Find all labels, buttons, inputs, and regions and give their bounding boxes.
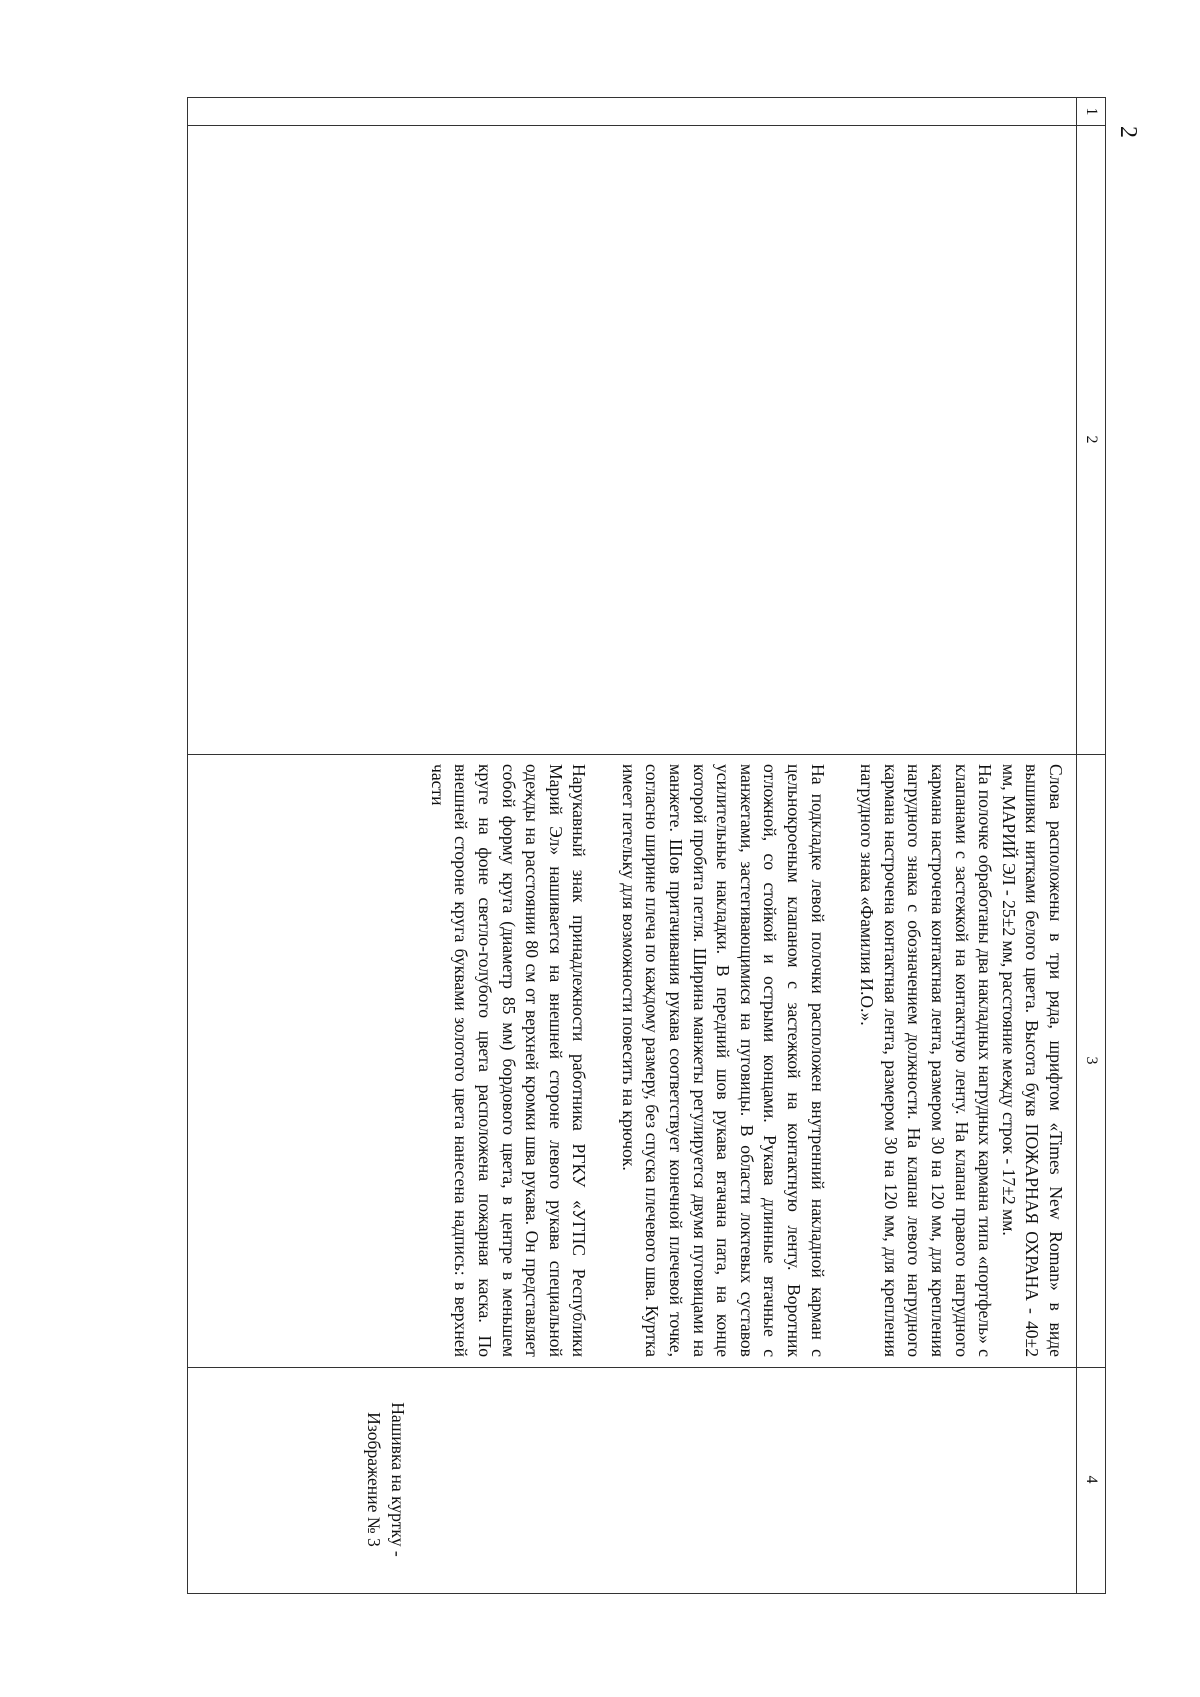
cell-col-2 [188, 125, 1077, 754]
header-col-2: 2 [1083, 435, 1100, 444]
header-col-3: 3 [1083, 1056, 1100, 1065]
note-patch-image-3: Нашивка на куртку - Изображение № 3 [364, 1402, 408, 1557]
cell-col-3-description [188, 754, 1077, 1367]
header-col-1: 1 [1083, 107, 1100, 116]
cell-col-1 [188, 98, 1077, 125]
paragraph-sleeve-badge: Нарукавный знак принадлежности работника РГКУ «УГПС Республики Марий Эл» нашивается на внешней стороне левого рукава специальной одежды на расстоянии 80 см от верхней кромки шва рукава. Он представляет собой форму круга (диаметр 85 мм) бордового цвета, в центре в меньшем круге на фоне светло-голубого цвета расположена пожарная каска. По внешней стороне круга буквами золотого цвета нанесена надпись: в верхней части [427, 764, 590, 1357]
page-number: 2 [1115, 126, 1141, 138]
spec-table [187, 97, 1106, 1594]
table-header-row [1076, 98, 1105, 1593]
paragraph-pockets: На полочке обработаны два накладных нагрудных кармана типа «портфель» с клапанами с застежкой на контактную ленту. На клапан правого нагрудного кармана настрочена контактная лента, размером 30 на 120 мм, для крепления нагрудного знака с обозначением должности. На клапан левого нагрудного кармана настрочена контактная лента, размером 30 на 120 мм, для крепления нагрудного знака «Фамилия И.О.». [857, 764, 996, 1357]
header-col-4: 4 [1083, 1475, 1100, 1484]
cell-col-4-note [188, 1367, 1077, 1592]
paragraph-lining-collar-sleeves: На подкладке левой полочки расположен внутренний накладной карман с цельнокроеным клапаном с застежкой на контактную ленту. Воротник отложной, со стойкой и острыми концами. Рукава длинные втачные с манжетами, застегивающимися на пуговицы. В области локтевых суставов усилительные накладки. В передний шов рукава втачана пата, на конце которой пробита петля. Ширина манжеты регулируется двумя пуговицами на манжете. Шов притачивания рукава соответствует конечной плечевой точке, согласно ширине плеча по каждому размеру, без спуска плечевого шва. Куртка имеет петельку для возможности повесить на крючок. [618, 764, 828, 1357]
paragraph-lettering: Слова расположены в три ряда, шрифтом «Times New Roman» в виде вышивки нитками белого цвета. Высота букв ПОЖАРНАЯ ОХРАНА - 40±2 мм, МАРИЙ ЭЛ - 25±2 мм, расстояние между строк - 17±2 мм. [998, 764, 1066, 1357]
